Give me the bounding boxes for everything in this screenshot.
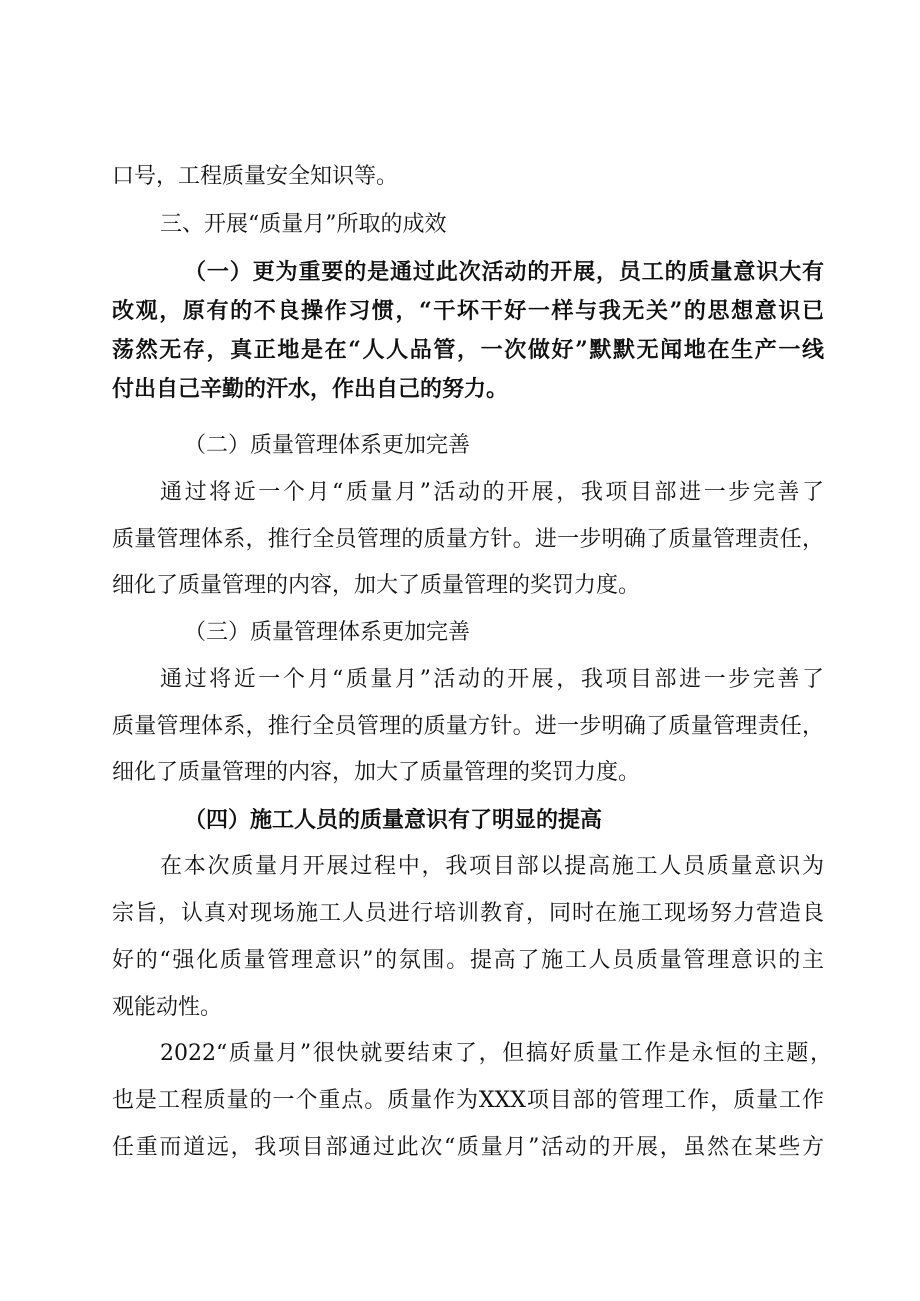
paragraph-line: 付出自己辛勤的汗水，作出自己的努力。 [112,376,509,402]
paragraph-line: 细化了质量管理的内容，加大了质量管理的奖罚力度。 [112,573,641,598]
subsection-heading: （三）质量管理体系更加完善 [184,620,471,645]
paragraph-line: 质量管理体系，推行全员管理的质量方针。进一步明确了质量管理责任， [112,714,824,739]
paragraph-line: 通过将近一个月“质量月”活动的开展，我项目部进一步完善了 [160,667,824,692]
paragraph-line: 通过将近一个月“质量月”活动的开展，我项目部进一步完善了 [160,480,824,505]
paragraph-line: 宗旨，认真对现场施工人员进行培训教育，同时在施工现场努力营造良 [112,901,824,926]
paragraph-line: 口号，工程质量安全知识等。 [112,164,399,189]
paragraph-line: 在本次质量月开展过程中，我项目部以提高施工人员质量意识为 [160,854,824,879]
paragraph-line: 改观，原有的不良操作习惯，“干坏干好一样与我无关”的思想意识已 [112,298,824,324]
paragraph-line: 任重而道远，我项目部通过此次“质量月”活动的开展，虽然在某些方 [112,1135,824,1160]
paragraph-line: 荡然无存，真正地是在“人人品管，一次做好”默默无闻地在生产一线 [112,337,824,363]
paragraph-line: 也是工程质量的一个重点。质量作为XXX项目部的管理工作，质量工作 [112,1088,824,1113]
paragraph-line: 好的“强化质量管理意识”的氛围。提高了施工人员质量管理意识的主 [112,948,824,973]
subsection-heading: （四）施工人员的质量意识有了明显的提高 [184,807,603,833]
paragraph-line: 质量管理体系，推行全员管理的质量方针。进一步明确了质量管理责任， [112,527,824,552]
paragraph-line: 观能动性。 [112,995,223,1020]
paragraph-line: 2022“质量月”很快就要结束了，但搞好质量工作是永恒的主题， [160,1041,832,1066]
section-heading: 三、开展“质量月”所取的成效 [160,212,447,237]
subsection-heading: （二）质量管理体系更加完善 [184,433,471,458]
subsection-heading: （一）更为重要的是通过此次活动的开展，员工的质量意识大有 [184,259,824,285]
paragraph-line: 细化了质量管理的内容，加大了质量管理的奖罚力度。 [112,760,641,785]
